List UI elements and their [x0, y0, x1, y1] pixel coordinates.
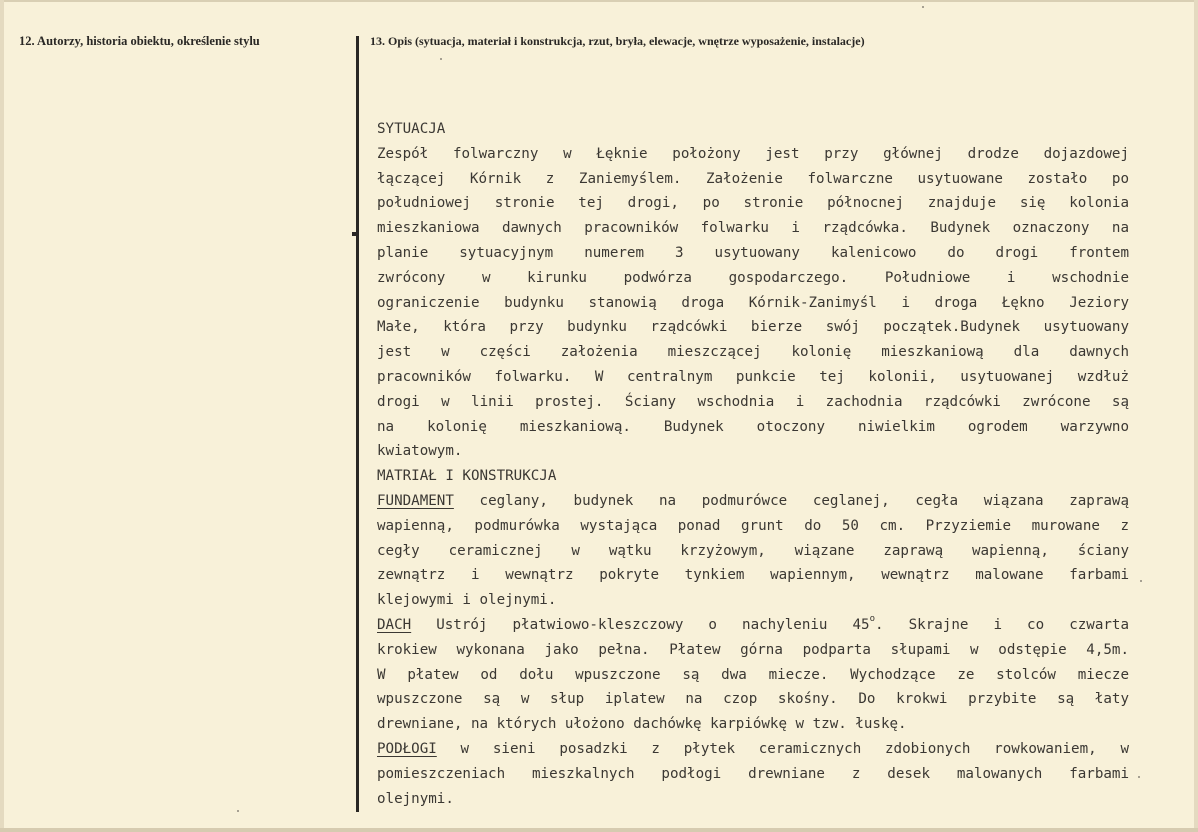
fundament-first-line	[377, 489, 1129, 514]
text-line: pracowników folwarku. W centralnym punkcie tej kolonii, usytuowanej wzdłuż	[377, 368, 1129, 385]
section-heading-material: MATRIAŁ I KONSTRUKCJA	[377, 468, 557, 485]
paper-speck	[237, 810, 239, 812]
podlogi-text-start: w sieni posadzki z płytek ceramicznych zdobionych rowkowaniem, w	[436, 740, 1129, 757]
text-line: Małe, która przy budynku rządcówki bierze swój początek.Budynek usytuowany	[377, 319, 1129, 336]
dach-text-start: Ustrój płatwiowo-kleszczowy o nachyleniu 45	[411, 616, 870, 633]
text-line: klejowymi i olejnymi.	[377, 592, 557, 609]
field-13-label: 13. Opis (sytuacja, materiał i konstrukcja, rzut, bryła, elewacje, wnętrze wyposażenie, instalacje)	[370, 34, 865, 48]
podlogi-paragraph	[377, 762, 1129, 812]
column-divider	[356, 36, 359, 812]
paper-speck	[440, 58, 442, 60]
dach-text-cont: . Skrajne i co czwarta	[875, 616, 1129, 633]
sytuacja-paragraph	[377, 142, 1129, 464]
field-12-label: 12. Autorzy, historia obiektu, określenie stylu	[19, 34, 260, 48]
text-line: ograniczenie budynku stanowią droga Kórnik-Zanimyśl i droga Łękno Jeziory	[377, 294, 1129, 311]
text-line: jest w części założenia mieszczącej kolonię mieszkaniową dla dawnych	[377, 344, 1129, 361]
text-line: drewniane, na których ułożono dachówkę karpiówkę w tzw. łuskę.	[377, 716, 907, 733]
text-line: krokiew wykonana jako pełna. Płatew górna podparta słupami w odstępie 4,5m.	[377, 641, 1129, 658]
fundament-label: FUNDAMENT	[377, 492, 454, 509]
divider-notch	[352, 232, 359, 236]
section-heading-sytuacja: SYTUACJA	[377, 121, 446, 137]
paper-edge-top	[0, 0, 1198, 2]
text-line: drogi w linii prostej. Ściany wschodnia i zachodnia rządcówki zwrócone są	[377, 393, 1129, 410]
text-line: zewnątrz i wewnątrz pokryte tynkiem wapiennym, wewnątrz malowane farbami	[377, 567, 1129, 584]
text-line: cegły ceramicznej w wątku krzyżowym, wiązane zaprawą wapienną, ściany	[377, 542, 1129, 559]
text-line: W płatew od dołu wpuszczone są dwa miecze. Wychodzące ze stolców miecze	[377, 666, 1129, 683]
text-line: zwrócony w kirunku podwórza gospodarczego. Południowe i wschodnie	[377, 269, 1129, 286]
paper-edge-right	[1194, 0, 1198, 832]
text-line: pomieszczeniach mieszkalnych podłogi drewniane z desek malowanych farbami	[377, 765, 1129, 782]
paper-speck	[1138, 776, 1140, 778]
text-line: olejnymi.	[377, 790, 454, 807]
paper-speck	[1140, 580, 1142, 582]
paper-edge-bottom	[0, 828, 1198, 832]
text-line: kwiatowym.	[377, 443, 463, 460]
podlogi-label: PODŁOGI	[377, 740, 437, 757]
fundament-paragraph	[377, 514, 1129, 613]
text-line: południowej stronie tej drogi, po stronie północnej znajduje się kolonia	[377, 195, 1129, 212]
fundament-text-start: ceglany, budynek na podmurówce ceglanej, cegła wiązana zaprawą	[453, 492, 1129, 509]
description-text	[377, 117, 1129, 811]
dach-first-line	[377, 613, 1129, 638]
paper-edge-left	[0, 0, 4, 832]
text-line: mieszkaniowa dawnych pracowników folwarku i rządcówka. Budynek oznaczony na	[377, 220, 1129, 237]
text-line: Zespół folwarczny w Łęknie położony jest przy głównej drodze dojazdowej	[377, 145, 1129, 162]
text-line: planie sytuacyjnym numerem 3 usytuowany kalenicowo do drogi frontem	[377, 244, 1129, 261]
podlogi-first-line	[377, 737, 1129, 762]
dach-paragraph	[377, 638, 1129, 737]
text-line: wapienną, podmurówka wystająca ponad grunt do 50 cm. Przyziemie murowane z	[377, 517, 1129, 534]
text-line: wpuszczone są w słup iplatew na czop skośny. Do krokwi przybite są łaty	[377, 691, 1129, 708]
paper-speck	[922, 6, 924, 8]
degree-sign: o	[869, 613, 876, 624]
dach-label: DACH	[377, 616, 412, 633]
text-line: łączącej Kórnik z Zaniemyślem. Założenie folwarczne usytuowane zostało po	[377, 170, 1129, 187]
text-line: na kolonię mieszkaniową. Budynek otoczony niwielkim ogrodem warzywno	[377, 418, 1129, 435]
